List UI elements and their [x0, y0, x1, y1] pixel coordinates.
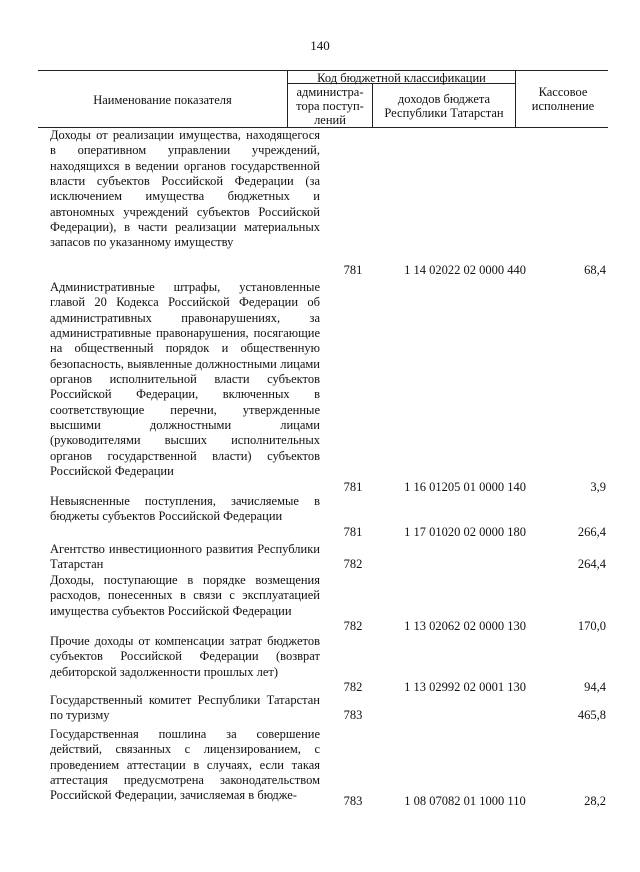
header-income-column: доходов бюджета Республики Татарстан [384, 92, 504, 120]
budget-code: 1 17 01020 02 0000 180 [404, 525, 526, 539]
admin-code: 782 [343, 680, 363, 694]
execution-amount: 266,4 [577, 525, 606, 539]
indicator-name: Государственный комитет Республики Татарстан по туризму [50, 693, 320, 723]
admin-code: 783 [343, 794, 363, 808]
admin-code: 781 [343, 263, 363, 277]
execution-amount: 28,2 [584, 794, 606, 808]
admin-code: 782 [343, 619, 363, 633]
indicator-name: Агентство инвестиционного развития Республики Татарстан [50, 542, 320, 572]
budget-code: 1 14 02022 02 0000 440 [404, 263, 526, 277]
indicator-name: Доходы от реализации имущества, находящегося в оперативном управлении учреждений, находящихся в ведении органов государственной власти субъектов Российской Федерации (за исключением имущества бюджетных и автономных учреждений субъектов Российской Федерации), в части реализации материальных запасов по указанному имуществу [50, 128, 320, 250]
budget-code: 1 13 02992 02 0001 130 [404, 680, 526, 694]
page-number: 140 [310, 38, 330, 53]
header-execution-column: Кассовое исполнение [531, 85, 595, 113]
col-divider-3 [515, 70, 516, 127]
indicator-name: Доходы, поступающие в порядке возмещения расходов, понесенных в связи с эксплуатацией имущества субъектов Российской Федерации [50, 573, 320, 618]
indicator-name: Прочие доходы от компенсации затрат бюджетов субъектов Российской Федерации (возврат дебиторской задолженности прошлых лет) [50, 634, 320, 679]
execution-amount: 264,4 [577, 557, 606, 571]
header-name-column: Наименование показателя [93, 93, 232, 107]
header-admin-column: администра-тора поступ-лений [296, 85, 364, 127]
col-divider-2 [372, 83, 373, 127]
execution-amount: 170,0 [577, 619, 606, 633]
execution-amount: 465,8 [577, 708, 606, 722]
header-classification-group: Код бюджетной классификации [317, 71, 486, 85]
admin-code: 782 [343, 557, 363, 571]
indicator-name: Невыясненные поступления, зачисляемые в бюджеты субъектов Российской Федерации [50, 494, 320, 524]
indicator-name: Административные штрафы, установленные главой 20 Кодекса Российской Федерации об административных правонарушениях, за административные правонарушения, посягающие на общественный порядок и общественную безопасность, выявленные должностными лицами органов исполнительной власти субъектов Российской Федерации, включенных в соответствующие перечни, утвержденные высшими должностными лицами (руководителями высших исполнительных органов государственной власти) субъектов Российской Федерации [50, 280, 320, 479]
admin-code: 783 [343, 708, 363, 722]
budget-code: 1 13 02062 02 0000 130 [404, 619, 526, 633]
admin-code: 781 [343, 525, 363, 539]
budget-code: 1 08 07082 01 1000 110 [404, 794, 526, 808]
execution-amount: 3,9 [590, 480, 606, 494]
admin-code: 781 [343, 480, 363, 494]
budget-code: 1 16 01205 01 0000 140 [404, 480, 526, 494]
execution-amount: 94,4 [584, 680, 606, 694]
execution-amount: 68,4 [584, 263, 606, 277]
indicator-name: Государственная пошлина за совершение действий, связанных с лицензированием, с проведением аттестации в случаях, если такая аттестация предусмотрена законодательством Российской Федерации, зачисляемая в бюдже- [50, 727, 320, 803]
